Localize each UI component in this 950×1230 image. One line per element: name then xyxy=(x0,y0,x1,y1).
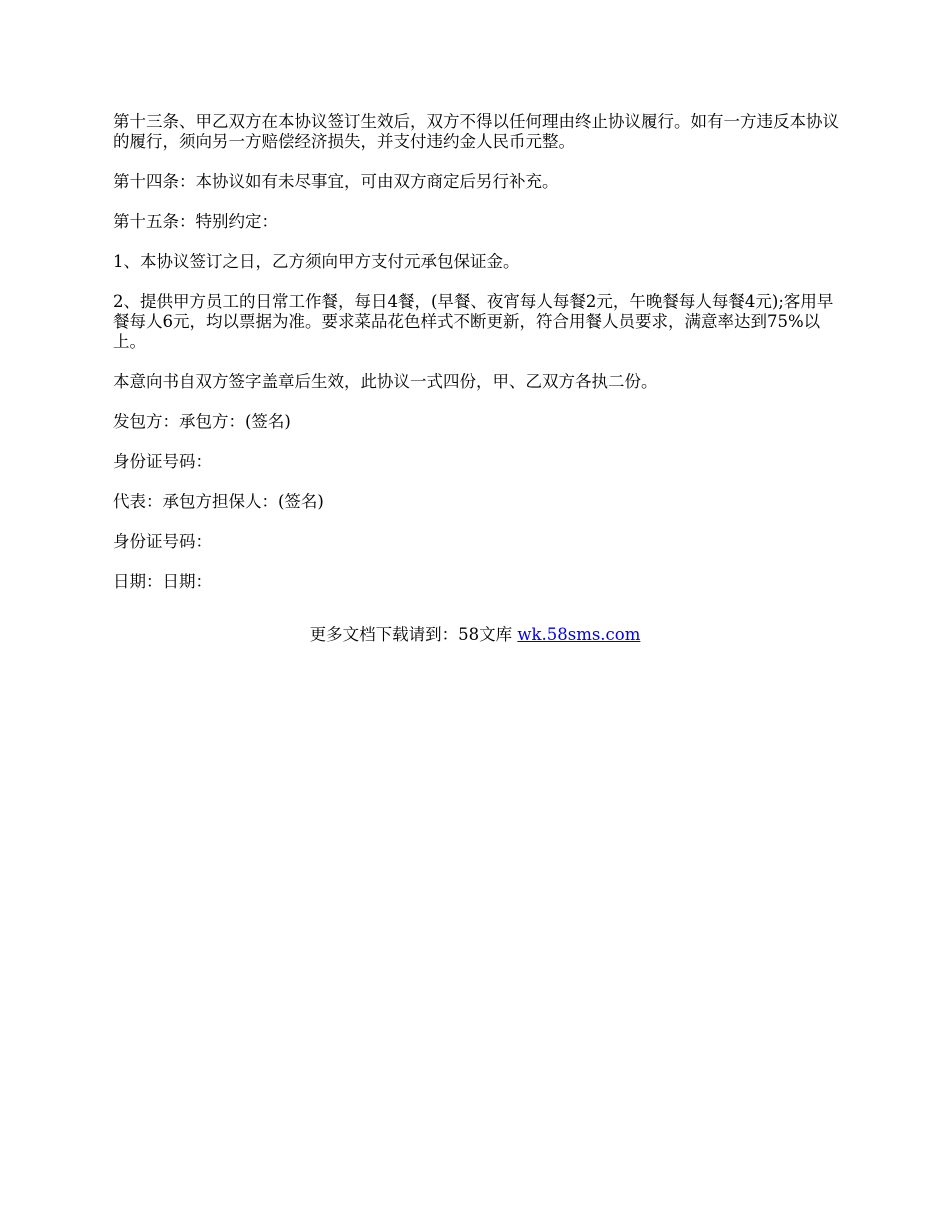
clause-14: 第十四条：本协议如有未尽事宜，可由双方商定后另行补充。 xyxy=(113,172,559,191)
clause-15-heading: 第十五条：特别约定： xyxy=(113,212,278,231)
special-term-2: 2、提供甲方员工的日常工作餐，每日4餐，(早餐、夜宵每人每餐2元，午晚餐每人每餐4元);客用早餐每人6元，均以票据为准。要求菜品花色样式不断更新，符合用餐人员要求，满意率达到75%以上。 xyxy=(113,292,834,351)
signature-representative: 代表：承包方担保人：(签名) xyxy=(113,492,324,511)
footer-text: 更多文档下载请到：58文库 xyxy=(309,625,518,644)
footer-link[interactable]: wk.58sms.com xyxy=(517,625,641,644)
footer-download-note xyxy=(0,625,950,645)
special-term-1: 1、本协议签订之日，乙方须向甲方支付元承包保证金。 xyxy=(113,252,520,271)
date-line: 日期：日期： xyxy=(113,572,212,591)
effective-clause: 本意向书自双方签字盖章后生效，此协议一式四份，甲、乙双方各执二份。 xyxy=(113,372,658,391)
clause-13: 第十三条、甲乙双方在本协议签订生效后，双方不得以任何理由终止协议履行。如有一方违反本协议的履行，须向另一方赔偿经济损失，并支付违约金人民币元整。 xyxy=(113,112,839,151)
signature-parties: 发包方：承包方：(签名) xyxy=(113,412,291,431)
document-body xyxy=(113,112,840,612)
id-number-line-1: 身份证号码： xyxy=(113,452,212,471)
id-number-line-2: 身份证号码： xyxy=(113,532,212,551)
